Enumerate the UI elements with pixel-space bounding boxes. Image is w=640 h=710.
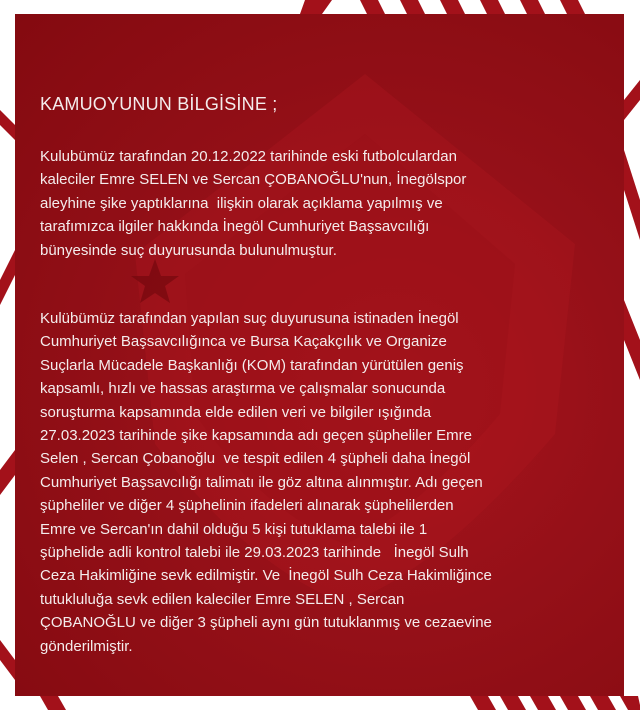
text-line: Emre ve Sercan'ın dahil olduğu 5 kişi tutuklama talebi ile 1 (40, 520, 428, 538)
text-line: aleyhine şike yaptıklarına ilişkin olarak açıklama yapılmış ve (40, 194, 443, 212)
text-line: Cumhuriyet Başsavcılığınca ve Bursa Kaçakçılık ve Organize (40, 333, 447, 351)
text-line: soruşturma kapsamında elde edilen veri ve bilgiler ışığında (40, 403, 432, 421)
text-line: gönderilmiştir. (40, 637, 133, 655)
text-line: ÇOBANOĞLU ve diğer 3 şüpheli aynı gün tutuklanmış ve cezaevine (40, 614, 492, 632)
text-line: tutukluluğa sevk edilen kaleciler Emre SELEN , Sercan (40, 590, 405, 608)
text-line: Kulübümüz tarafından yapılan suç duyurusuna istinaden İnegöl (40, 310, 459, 327)
text-line: Ceza Hakimliğine sevk edilmiştir. Ve İnegöl Sulh Ceza Hakimliğince (40, 567, 492, 585)
text-line: 27.03.2023 tarihinde şike kapsamında adı geçen şüpheliler Emre (40, 427, 472, 445)
text-line: şüpheliler ve diğer 4 şüphelinin ifadeleri alınarak şüphelilerden (40, 497, 454, 515)
text-line: kaleciler Emre SELEN ve Sercan ÇOBANOĞLU'nun, İnegölspor (40, 171, 467, 189)
text-line: bünyesinde suç duyurusunda bulunulmuştur. (40, 241, 337, 259)
announcement-heading: KAMUOYUNUN BİLGİSİNE ; (40, 94, 278, 114)
text-line: şüphelide adli kontrol talebi ile 29.03.2023 tarihinde İnegöl Sulh (40, 544, 469, 562)
text-line: Kulubümüz tarafından 20.12.2022 tarihinde eski futbolculardan (40, 148, 457, 165)
text-line: Selen , Sercan Çobanoğlu ve tespit edilen 4 şüpheli daha İnegöl (40, 450, 471, 468)
text-line: Cumhuriyet Başsavcılığı talimatı ile göz altına alınmıştır. Adı geçen (40, 473, 483, 491)
text-line: kapsamlı, hızlı ve hassas araştırma ve çalışmalar sonucunda (40, 380, 446, 398)
paragraph-2 (40, 307, 492, 658)
text-line: Suçlarla Mücadele Başkanlığı (KOM) tarafından yürütülen geniş (40, 356, 464, 374)
announcement-panel (15, 14, 624, 696)
text-line: tarafımızca ilgiler hakkında İnegöl Cumhuriyet Başsavcılığı (40, 218, 430, 236)
paragraph-1 (40, 145, 466, 262)
